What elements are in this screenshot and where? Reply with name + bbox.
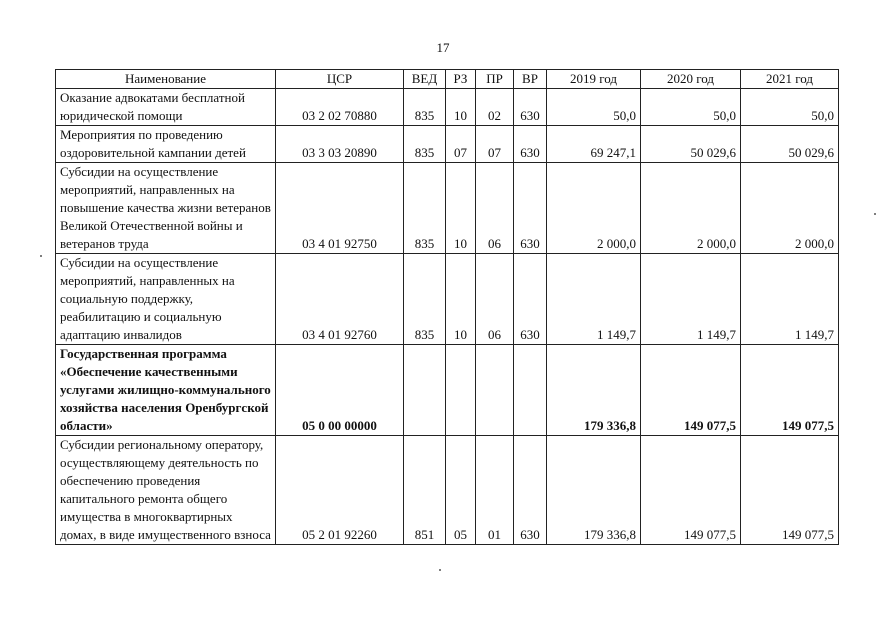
header-pr: ПР bbox=[476, 70, 514, 89]
header-name: Наименование bbox=[56, 70, 276, 89]
scan-speck bbox=[439, 569, 441, 571]
row-pr: 02 bbox=[476, 89, 514, 126]
budget-table bbox=[55, 69, 839, 545]
header-csr: ЦСР bbox=[276, 70, 404, 89]
table-row bbox=[56, 254, 839, 345]
header-vr: ВР bbox=[514, 70, 547, 89]
header-2020: 2020 год bbox=[641, 70, 741, 89]
row-ved: 835 bbox=[404, 89, 446, 126]
row-vr bbox=[514, 345, 547, 436]
row-ved bbox=[404, 345, 446, 436]
row-2019: 1 149,7 bbox=[547, 254, 641, 345]
row-2021: 1 149,7 bbox=[741, 254, 839, 345]
row-2021: 149 077,5 bbox=[741, 436, 839, 545]
row-pr: 06 bbox=[476, 254, 514, 345]
row-2019: 179 336,8 bbox=[547, 436, 641, 545]
row-rz: 10 bbox=[446, 89, 476, 126]
row-rz: 05 bbox=[446, 436, 476, 545]
row-ved: 835 bbox=[404, 163, 446, 254]
table-row-program bbox=[56, 345, 839, 436]
row-vr: 630 bbox=[514, 254, 547, 345]
row-csr: 05 0 00 00000 bbox=[276, 345, 404, 436]
row-rz: 10 bbox=[446, 254, 476, 345]
row-2020: 2 000,0 bbox=[641, 163, 741, 254]
row-rz: 07 bbox=[446, 126, 476, 163]
header-rz: РЗ bbox=[446, 70, 476, 89]
table-row bbox=[56, 89, 839, 126]
row-2019: 50,0 bbox=[547, 89, 641, 126]
row-2020: 50,0 bbox=[641, 89, 741, 126]
row-ved: 851 bbox=[404, 436, 446, 545]
scan-speck bbox=[874, 213, 876, 215]
row-2021: 149 077,5 bbox=[741, 345, 839, 436]
row-2020: 1 149,7 bbox=[641, 254, 741, 345]
row-2020: 149 077,5 bbox=[641, 436, 741, 545]
row-rz bbox=[446, 345, 476, 436]
row-rz: 10 bbox=[446, 163, 476, 254]
row-name: Мероприятия по проведению оздоровительной кампании детей bbox=[56, 126, 276, 163]
row-name: Субсидии на осуществление мероприятий, направленных на повышение качества жизни ветеранов Великой Отечественной войны и ветеранов труда bbox=[56, 163, 276, 254]
table-row bbox=[56, 163, 839, 254]
table-header-row bbox=[56, 70, 839, 89]
table-row bbox=[56, 436, 839, 545]
row-2019: 2 000,0 bbox=[547, 163, 641, 254]
row-vr: 630 bbox=[514, 89, 547, 126]
row-2020: 149 077,5 bbox=[641, 345, 741, 436]
table-row bbox=[56, 126, 839, 163]
row-name: Субсидии на осуществление мероприятий, направленных на социальную поддержку, реабилитацию и социальную адаптацию инвалидов bbox=[56, 254, 276, 345]
row-2019: 69 247,1 bbox=[547, 126, 641, 163]
row-csr: 05 2 01 92260 bbox=[276, 436, 404, 545]
row-pr: 01 bbox=[476, 436, 514, 545]
row-csr: 03 4 01 92750 bbox=[276, 163, 404, 254]
row-2020: 50 029,6 bbox=[641, 126, 741, 163]
row-vr: 630 bbox=[514, 436, 547, 545]
row-vr: 630 bbox=[514, 163, 547, 254]
row-name: Оказание адвокатами бесплатной юридической помощи bbox=[56, 89, 276, 126]
row-2021: 50 029,6 bbox=[741, 126, 839, 163]
row-csr: 03 2 02 70880 bbox=[276, 89, 404, 126]
row-2019: 179 336,8 bbox=[547, 345, 641, 436]
row-2021: 2 000,0 bbox=[741, 163, 839, 254]
scan-speck bbox=[40, 255, 42, 257]
row-pr bbox=[476, 345, 514, 436]
row-ved: 835 bbox=[404, 254, 446, 345]
row-ved: 835 bbox=[404, 126, 446, 163]
row-name: Субсидии региональному оператору, осуществляющему деятельность по обеспечению проведения капитального ремонта общего имущества в многоквартирных домах, в виде имущественного взноса bbox=[56, 436, 276, 545]
page-number: 17 bbox=[436, 40, 450, 55]
header-2021: 2021 год bbox=[741, 70, 839, 89]
row-vr: 630 bbox=[514, 126, 547, 163]
row-pr: 07 bbox=[476, 126, 514, 163]
header-ved: ВЕД bbox=[404, 70, 446, 89]
row-csr: 03 4 01 92760 bbox=[276, 254, 404, 345]
row-csr: 03 3 03 20890 bbox=[276, 126, 404, 163]
row-name: Государственная программа «Обеспечение качественными услугами жилищно-коммунального хозяйства населения Оренбургской области» bbox=[56, 345, 276, 436]
header-2019: 2019 год bbox=[547, 70, 641, 89]
row-2021: 50,0 bbox=[741, 89, 839, 126]
row-pr: 06 bbox=[476, 163, 514, 254]
